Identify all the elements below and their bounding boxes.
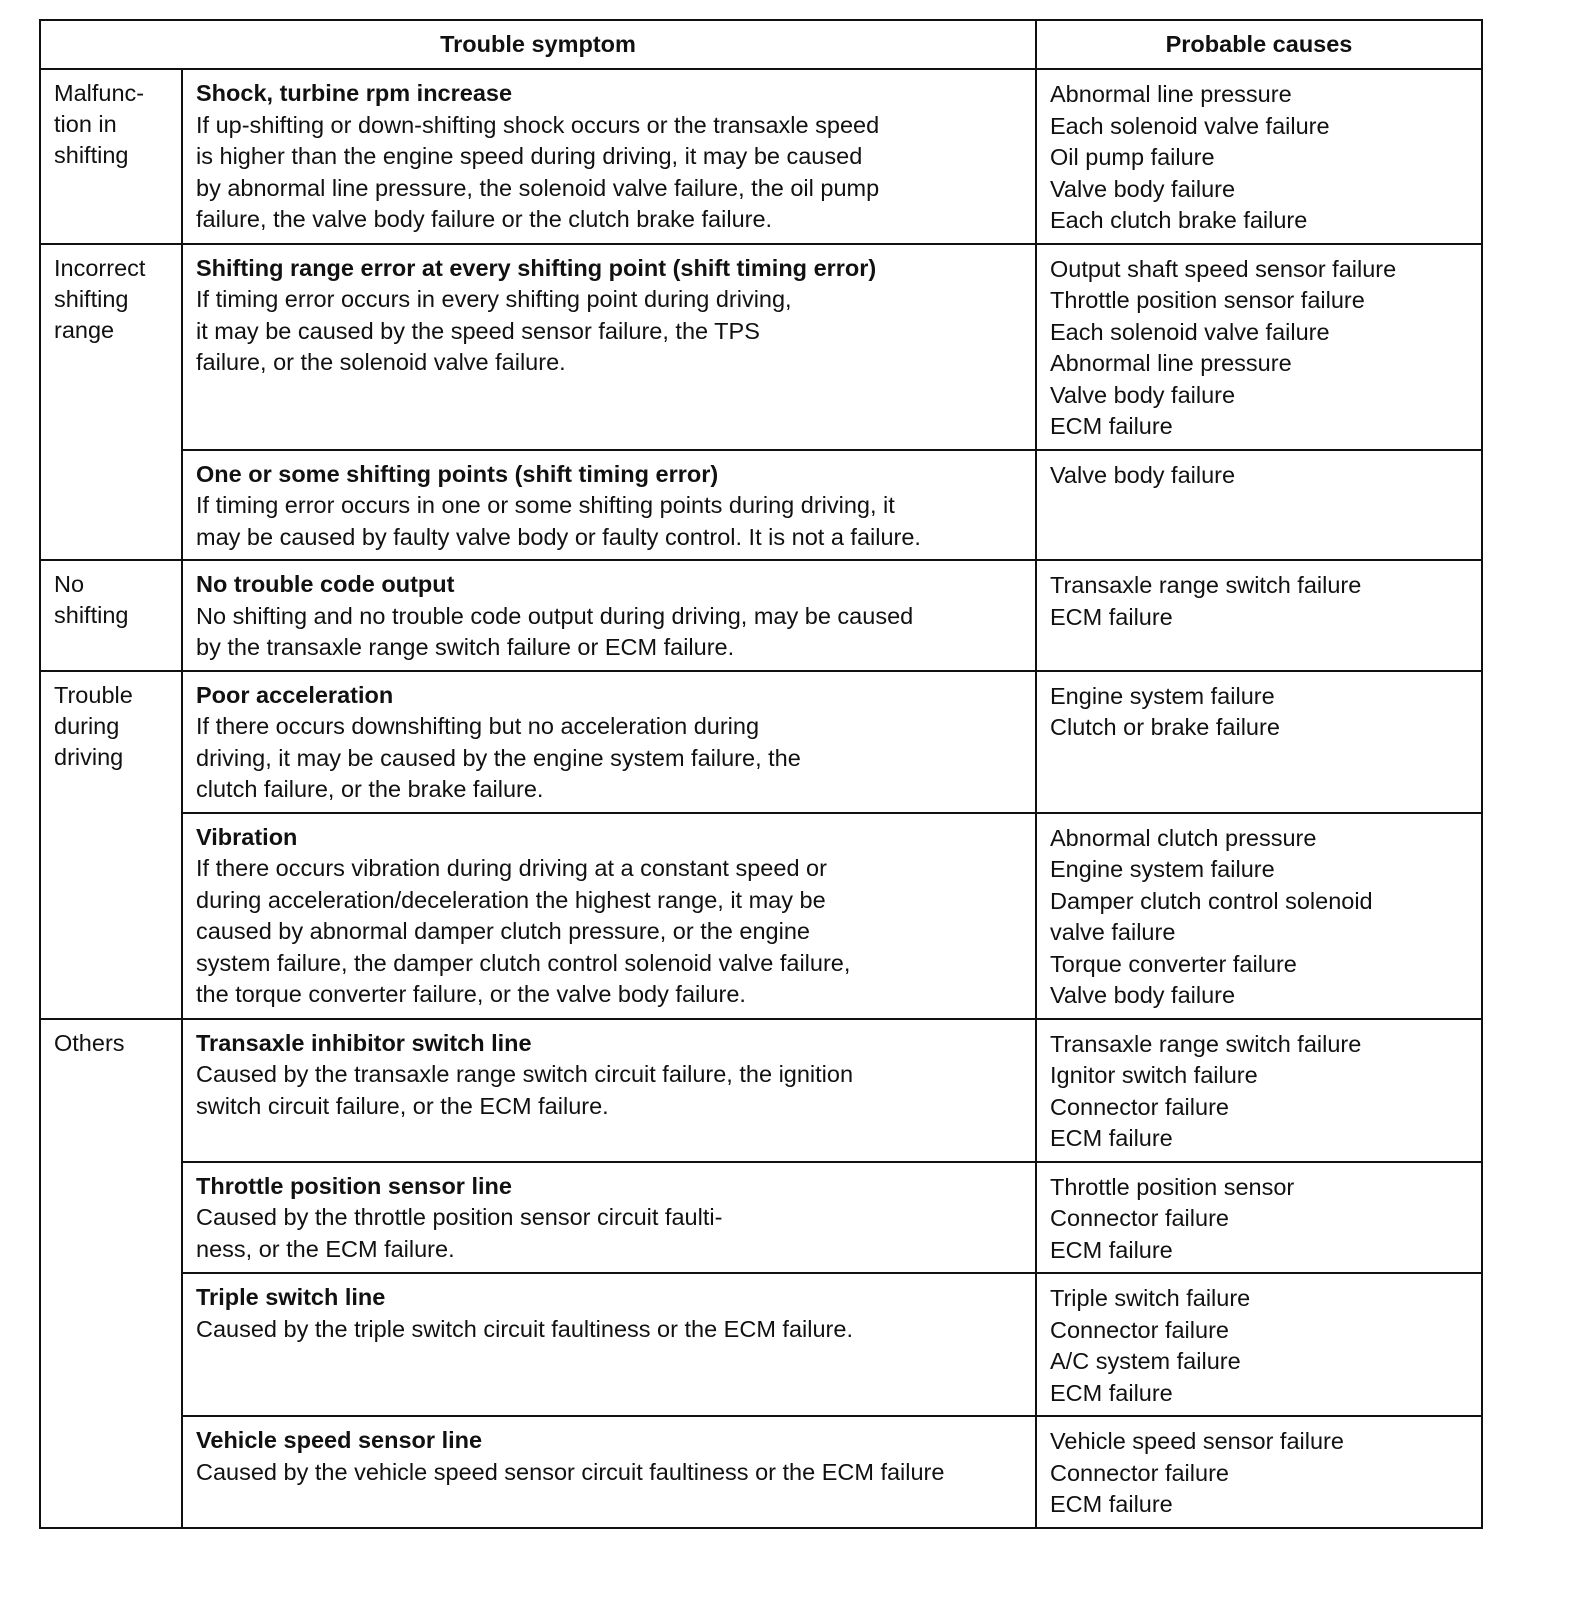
symptom-cell bbox=[182, 1416, 1036, 1528]
category-cell bbox=[40, 244, 182, 561]
cause-item: Triple switch failure bbox=[1050, 1285, 1251, 1311]
category-cell bbox=[40, 671, 182, 1019]
table-row bbox=[40, 671, 1482, 813]
cause-item: Each clutch brake failure bbox=[1050, 207, 1308, 233]
symptom-cell bbox=[182, 1162, 1036, 1274]
cause-item: Abnormal line pressure bbox=[1050, 81, 1292, 107]
category-cell bbox=[40, 1019, 182, 1528]
cause-item: Engine system failure bbox=[1050, 856, 1275, 882]
causes-cell bbox=[1036, 1162, 1482, 1274]
cause-item: Connector failure bbox=[1050, 1459, 1229, 1486]
symptom-title: Shifting range error at every shifting point (shift timing error) bbox=[196, 254, 877, 281]
category-cell bbox=[40, 69, 182, 244]
cause-item: Throttle position sensor bbox=[1050, 1173, 1295, 1200]
symptom-title: One or some shifting points (shift timing error) bbox=[196, 460, 719, 487]
cause-item: ECM failure bbox=[1050, 413, 1173, 439]
category-label: Malfunc- tion in shifting bbox=[54, 80, 145, 168]
symptom-cell bbox=[182, 69, 1036, 244]
cause-item: Clutch or brake failure bbox=[1050, 714, 1280, 740]
causes-cell bbox=[1036, 1273, 1482, 1416]
table-row bbox=[40, 69, 1482, 244]
cause-item: Valve body failure bbox=[1050, 982, 1236, 1008]
cause-item: A/C system failure bbox=[1050, 1348, 1241, 1374]
causes-cell bbox=[1036, 69, 1482, 244]
symptom-description: If timing error occurs in one or some shifting points during driving, it may be caused by faulty valve body or faulty control. It is not a failure. bbox=[196, 492, 921, 550]
header-row bbox=[40, 20, 1482, 69]
cause-item: Connector failure bbox=[1050, 1316, 1229, 1343]
cause-item: Connector failure bbox=[1050, 1093, 1229, 1120]
causes-cell bbox=[1036, 244, 1482, 450]
symptom-description: Caused by the transaxle range switch circuit failure, the ignition switch circuit failure, or the ECM failure. bbox=[196, 1061, 854, 1119]
symptom-title: Triple switch line bbox=[196, 1284, 386, 1310]
cause-item: Abnormal clutch pressure bbox=[1050, 824, 1317, 851]
symptom-description: Caused by the throttle position sensor circuit faulti- ness, or the ECM failure. bbox=[196, 1204, 723, 1262]
category-label: Trouble during driving bbox=[54, 681, 133, 770]
causes-cell bbox=[1036, 813, 1482, 1019]
symptom-title: Vehicle speed sensor line bbox=[196, 1427, 483, 1453]
cause-item: Connector failure bbox=[1050, 1205, 1229, 1231]
symptom-title: Shock, turbine rpm increase bbox=[196, 80, 513, 106]
table-row bbox=[40, 450, 1482, 561]
cause-item: Oil pump failure bbox=[1050, 144, 1215, 170]
symptom-description: If up-shifting or down-shifting shock occurs or the transaxle speed is higher than the engine speed during driving, it may be caused by abnormal line pressure, the solenoid valve failure, the oil pump failure, the valve body failure or the clutch brake failure. bbox=[196, 111, 880, 232]
trouble-table bbox=[39, 19, 1483, 1529]
cause-item: Throttle position sensor failure bbox=[1050, 287, 1365, 313]
symptom-description: If there occurs vibration during driving at a constant speed or during acceleration/deceleration the highest range, it may be caused by abnormal damper clutch pressure, or the engine system failure, the damper clutch control solenoid valve failure, the torque converter failure, or the valve body failure. bbox=[196, 855, 851, 1007]
cause-item: Valve body failure bbox=[1050, 175, 1236, 202]
causes-cell bbox=[1036, 671, 1482, 813]
symptom-description: If timing error occurs in every shifting point during driving, it may be caused by the speed sensor failure, the TPS failure, or the solenoid valve failure. bbox=[196, 286, 792, 375]
table-row bbox=[40, 813, 1482, 1019]
header-trouble-symptom: Trouble symptom bbox=[40, 20, 1036, 69]
category-label: Others bbox=[54, 1029, 125, 1056]
symptom-cell bbox=[182, 560, 1036, 671]
category-label: Incorrect shifting range bbox=[54, 254, 146, 343]
symptom-cell bbox=[182, 1019, 1036, 1162]
cause-item: Ignitor switch failure bbox=[1050, 1062, 1258, 1088]
cause-item: ECM failure bbox=[1050, 1125, 1173, 1151]
table-row bbox=[40, 1019, 1482, 1162]
symptom-description: Caused by the triple switch circuit faultiness or the ECM failure. bbox=[196, 1315, 853, 1342]
table-row bbox=[40, 1162, 1482, 1274]
cause-item: Valve body failure bbox=[1050, 381, 1236, 408]
cause-item: Transaxle range switch failure bbox=[1050, 572, 1362, 598]
cause-item: Each solenoid valve failure bbox=[1050, 112, 1330, 139]
cause-item: ECM failure bbox=[1050, 603, 1173, 630]
table-row bbox=[40, 1273, 1482, 1416]
cause-item: Vehicle speed sensor failure bbox=[1050, 1428, 1344, 1454]
cause-item: Engine system failure bbox=[1050, 682, 1275, 709]
symptom-description: If there occurs downshifting but no acceleration during driving, it may be caused by the engine system failure, the clutch failure, or the brake failure. bbox=[196, 713, 801, 802]
category-label: No shifting bbox=[54, 571, 129, 628]
header-probable-causes: Probable causes bbox=[1036, 20, 1482, 69]
symptom-cell bbox=[182, 450, 1036, 561]
causes-cell bbox=[1036, 1416, 1482, 1528]
cause-item: ECM failure bbox=[1050, 1491, 1173, 1517]
cause-item: Abnormal line pressure bbox=[1050, 350, 1292, 376]
symptom-cell bbox=[182, 671, 1036, 813]
cause-item: Torque converter failure bbox=[1050, 950, 1297, 977]
causes-cell bbox=[1036, 450, 1482, 561]
symptom-cell bbox=[182, 244, 1036, 450]
table-row bbox=[40, 1416, 1482, 1528]
symptom-cell bbox=[182, 813, 1036, 1019]
table-body bbox=[40, 69, 1482, 1528]
cause-item: Valve body failure bbox=[1050, 461, 1236, 488]
cause-item: Each solenoid valve failure bbox=[1050, 318, 1330, 345]
symptom-title: Throttle position sensor line bbox=[196, 1172, 512, 1199]
symptom-title: No trouble code output bbox=[196, 571, 455, 597]
category-cell bbox=[40, 560, 182, 671]
table-row bbox=[40, 244, 1482, 450]
causes-cell bbox=[1036, 1019, 1482, 1162]
symptom-description: No shifting and no trouble code output during driving, may be caused by the transaxle range switch failure or ECM failure. bbox=[196, 602, 914, 660]
table-row bbox=[40, 560, 1482, 671]
symptom-cell bbox=[182, 1273, 1036, 1416]
cause-item: ECM failure bbox=[1050, 1236, 1173, 1263]
cause-item: Damper clutch control solenoid valve failure bbox=[1050, 887, 1373, 945]
causes-cell bbox=[1036, 560, 1482, 671]
cause-item: ECM failure bbox=[1050, 1379, 1173, 1406]
symptom-title: Vibration bbox=[196, 823, 298, 850]
symptom-title: Poor acceleration bbox=[196, 681, 394, 708]
cause-item: Transaxle range switch failure bbox=[1050, 1030, 1362, 1057]
symptom-title: Transaxle inhibitor switch line bbox=[196, 1029, 532, 1056]
cause-item: Output shaft speed sensor failure bbox=[1050, 255, 1397, 282]
symptom-description: Caused by the vehicle speed sensor circuit faultiness or the ECM failure bbox=[196, 1458, 945, 1485]
